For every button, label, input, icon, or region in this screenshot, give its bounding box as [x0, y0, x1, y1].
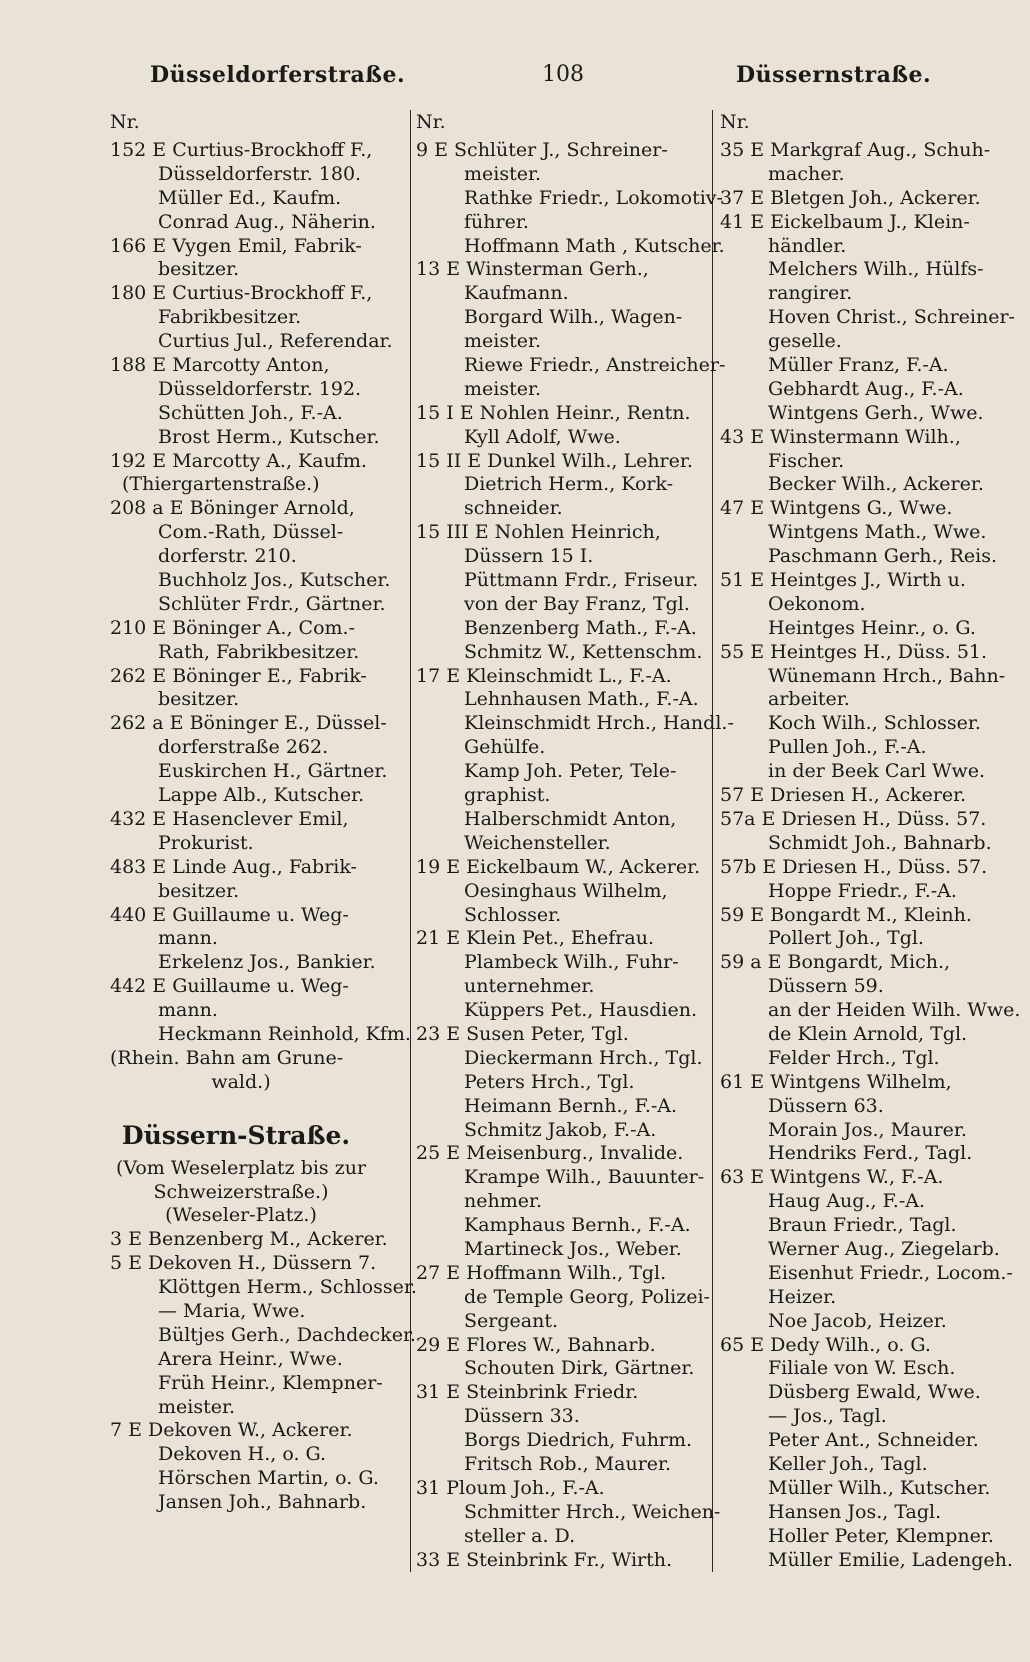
directory-line: Früh Heinr., Klempner- [158, 1371, 383, 1394]
page-number: 108 [542, 62, 584, 87]
directory-line: Lappe Alb., Kutscher. [158, 784, 365, 807]
directory-line: 29 E Flores W., Bahnarb. [416, 1333, 656, 1356]
directory-line: 208 a E Böninger Arnold, [110, 497, 355, 520]
directory-line: 262 E Böninger E., Fabrik- [110, 664, 367, 687]
directory-line: Schmitter Hrch., Weichen- [464, 1500, 721, 1523]
directory-line: besitzer. [158, 688, 240, 711]
directory-line: Müller Emilie, Ladengeh. [768, 1548, 1013, 1571]
directory-line: Becker Wilh., Ackerer. [768, 473, 984, 496]
directory-line: Erkelenz Jos., Bankier. [158, 951, 376, 974]
directory-line: 262 a E Böninger E., Düssel- [110, 712, 387, 735]
directory-line: Hörschen Martin, o. G. [158, 1467, 379, 1490]
directory-line: Benzenberg Math., F.-A. [464, 616, 697, 639]
directory-line: macher. [768, 162, 845, 185]
directory-line: nehmer. [464, 1190, 543, 1213]
directory-line: Keller Joh., Tagl. [768, 1452, 928, 1475]
directory-line: Werner Aug., Ziegelarb. [768, 1237, 1000, 1260]
directory-line: Heizer. [768, 1285, 837, 1308]
directory-line: Rathke Friedr., Lokomotiv- [464, 186, 723, 209]
directory-line: 192 E Marcotty A., Kaufm. [110, 449, 367, 472]
directory-line: in der Beek Carl Wwe. [768, 760, 986, 783]
directory-line: (Weseler-Platz.) [165, 1204, 317, 1227]
directory-line: 57b E Driesen H., Düss. 57. [720, 855, 988, 878]
directory-line: (Vom Weselerplatz bis zur [115, 1156, 367, 1179]
nr-label: Nr. [416, 111, 446, 133]
column-divider [410, 110, 411, 1572]
entry-list [416, 139, 734, 1572]
directory-line: Schlosser. [464, 903, 562, 926]
directory-line: Koch Wilh., Schlosser. [768, 712, 981, 735]
directory-line: 21 E Klein Pet., Ehefrau. [416, 927, 654, 950]
directory-line: Buchholz Jos., Kutscher. [158, 569, 391, 592]
directory-line: Düssern 15 I. [464, 545, 594, 568]
directory-line: 33 E Steinbrink Fr., Wirth. [416, 1548, 673, 1571]
directory-line: 65 E Dedy Wilh., o. G. [720, 1333, 931, 1356]
directory-line: Dietrich Herm., Kork- [464, 473, 674, 496]
directory-line: Fabrikbesitzer. [158, 306, 302, 329]
directory-line: Schlüter Frdr., Gärtner. [158, 592, 386, 615]
directory-line: 27 E Hoffmann Wilh., Tgl. [416, 1261, 667, 1284]
directory-line: 3 E Benzenberg M., Ackerer. [110, 1228, 388, 1251]
directory-line: 9 E Schlüter J., Schreiner- [416, 139, 668, 161]
directory-line: Borgard Wilh., Wagen- [464, 306, 683, 329]
directory-line: Müller Franz, F.-A. [768, 354, 949, 377]
directory-line: geselle. [768, 330, 842, 353]
directory-line: von der Bay Franz, Tgl. [464, 592, 690, 615]
directory-line: Hoven Christ., Schreiner- [768, 306, 1015, 329]
directory-line: 15 III E Nohlen Heinrich, [416, 521, 661, 544]
directory-line: 35 E Markgraf Aug., Schuh- [720, 139, 991, 161]
directory-line: unternehmer. [464, 975, 595, 998]
header-street-right: Düssernstraße. [736, 62, 932, 88]
directory-line: Hansen Jos., Tagl. [768, 1500, 942, 1523]
directory-line: Com.-Rath, Düssel- [158, 521, 344, 544]
directory-line: Morain Jos., Maurer. [768, 1118, 967, 1141]
directory-line: 59 a E Bongardt, Mich., [720, 951, 951, 974]
directory-line: Düssern 33. [464, 1405, 580, 1428]
directory-line: 37 E Bletgen Joh., Ackerer. [720, 186, 981, 209]
directory-line: Schmidt Joh., Bahnarb. [768, 831, 992, 854]
directory-line: (Rhein. Bahn am Grune- [110, 1046, 344, 1069]
directory-line: an der Heiden Wilh. Wwe. [768, 999, 1021, 1022]
directory-line: 31 Ploum Joh., F.-A. [416, 1476, 605, 1499]
directory-line: Braun Friedr., Tagl. [768, 1214, 957, 1237]
directory-line: schneider. [464, 497, 563, 520]
directory-column-2 [416, 108, 734, 1572]
directory-line: Düsseldorferstr. 180. [158, 162, 362, 185]
section-heading: Düssern-Straße. [121, 1120, 351, 1150]
directory-line: Eisenhut Friedr., Locom.- [768, 1261, 1013, 1284]
directory-line: Wintgens Gerh., Wwe. [768, 401, 984, 424]
directory-line: Brost Herm., Kutscher. [158, 425, 380, 448]
directory-line: Heintges Heinr., o. G. [768, 616, 976, 639]
directory-line: Hendriks Ferd., Tagl. [768, 1142, 973, 1165]
directory-line: 41 E Eickelbaum J., Klein- [720, 210, 970, 233]
directory-line: Schmitz Jakob, F.-A. [464, 1118, 657, 1141]
directory-line: Felder Hrch., Tgl. [768, 1046, 940, 1069]
directory-line: 17 E Kleinschmidt L., F.-A. [416, 664, 672, 687]
directory-line: 15 I E Nohlen Heinr., Rentn. [416, 401, 691, 424]
directory-line: graphist. [464, 784, 551, 807]
directory-line: Noe Jacob, Heizer. [768, 1309, 947, 1332]
directory-line: Dekoven H., o. G. [158, 1443, 327, 1466]
directory-line: führer. [464, 210, 529, 233]
directory-line: steller a. D. [464, 1524, 576, 1547]
directory-line: 59 E Bongardt M., Kleinh. [720, 903, 972, 926]
directory-line: mann. [158, 999, 218, 1022]
directory-line: Hoppe Friedr., F.-A. [768, 879, 957, 902]
directory-line: arbeiter. [768, 688, 850, 711]
directory-line: Sergeant. [464, 1309, 558, 1332]
directory-line: Schouten Dirk, Gärtner. [464, 1357, 695, 1380]
directory-line: Küppers Pet., Hausdien. [464, 999, 698, 1022]
directory-line: Jansen Joh., Bahnarb. [158, 1491, 367, 1514]
nr-label: Nr. [110, 111, 140, 133]
directory-line: 31 E Steinbrink Friedr. [416, 1381, 639, 1404]
directory-line: Rath, Fabrikbesitzer. [158, 640, 360, 663]
directory-line: meister. [464, 330, 542, 353]
directory-line: — Jos., Tagl. [768, 1405, 887, 1428]
directory-line: Euskirchen H., Gärtner. [158, 760, 388, 783]
directory-line: 188 E Marcotty Anton, [110, 354, 330, 377]
directory-line: 43 E Winstermann Wilh., [720, 425, 961, 448]
directory-line: 7 E Dekoven W., Ackerer. [110, 1419, 353, 1442]
directory-line: besitzer. [158, 258, 240, 281]
entry-list [720, 139, 1021, 1572]
directory-line: 47 E Wintgens G., Wwe. [720, 497, 953, 520]
directory-line: Schütten Joh., F.-A. [158, 401, 343, 424]
directory-line: Klöttgen Herm., Schlosser. [158, 1276, 417, 1299]
directory-line: Halberschmidt Anton, [464, 807, 677, 830]
directory-line: 440 E Guillaume u. Weg- [110, 903, 349, 926]
directory-line: 61 E Wintgens Wilhelm, [720, 1070, 952, 1093]
directory-line: Hoffmann Math , Kutscher. [464, 234, 725, 257]
directory-line: wald.) [211, 1070, 271, 1093]
directory-line: rangirer. [768, 282, 853, 305]
directory-line: Bültjes Gerh., Dachdecker. [158, 1323, 416, 1346]
directory-line: Heckmann Reinhold, Kfm. [158, 1022, 411, 1045]
directory-line: 55 E Heintges H., Düss. 51. [720, 640, 988, 663]
directory-line: Kamp Joh. Peter, Tele- [464, 760, 677, 783]
directory-line: Weichensteller. [464, 831, 611, 854]
directory-line: Heimann Bernh., F.-A. [464, 1094, 678, 1117]
directory-line: Düsseldorferstr. 192. [158, 377, 362, 400]
directory-line: Schmitz W., Kettenschm. [464, 640, 703, 663]
directory-line: Paschmann Gerh., Reis. [768, 545, 998, 568]
directory-line: 5 E Dekoven H., Düssern 7. [110, 1252, 377, 1275]
directory-line: Fischer. [768, 449, 845, 472]
directory-line: (Thiergartenstraße.) [122, 473, 320, 496]
directory-line: 63 E Wintgens W., F.-A. [720, 1166, 944, 1189]
directory-line: 25 E Meisenburg., Invalide. [416, 1142, 684, 1165]
directory-line: Kyll Adolf, Wwe. [464, 425, 621, 448]
directory-line: Arera Heinr., Wwe. [158, 1347, 343, 1370]
directory-line: Püttmann Frdr., Friseur. [464, 569, 699, 592]
directory-line: Prokurist. [158, 831, 254, 854]
directory-line: 13 E Winsterman Gerh., [416, 258, 649, 281]
directory-line: Kamphaus Bernh., F.-A. [464, 1214, 691, 1237]
directory-line: Borgs Diedrich, Fuhrm. [464, 1429, 693, 1452]
directory-line: — Maria, Wwe. [158, 1299, 306, 1322]
directory-line: Riewe Friedr., Anstreicher- [464, 354, 726, 377]
directory-line: Conrad Aug., Näherin. [158, 210, 376, 233]
directory-line: Gebhardt Aug., F.-A. [768, 377, 964, 400]
directory-line: 483 E Linde Aug., Fabrik- [110, 855, 357, 878]
directory-line: 210 E Böninger A., Com.- [110, 616, 355, 639]
directory-line: 442 E Guillaume u. Weg- [110, 975, 349, 998]
directory-line: de Klein Arnold, Tgl. [768, 1022, 968, 1045]
directory-line: 51 E Heintges J., Wirth u. [720, 569, 966, 592]
directory-line: händler. [768, 234, 847, 257]
directory-line: Wintgens Math., Wwe. [768, 521, 987, 544]
directory-line: 166 E Vygen Emil, Fabrik- [110, 234, 362, 257]
directory-line: Haug Aug., F.-A. [768, 1190, 926, 1213]
nr-label: Nr. [720, 111, 750, 133]
directory-line: Müller Wilh., Kutscher. [768, 1476, 991, 1499]
directory-line: Martineck Jos., Weber. [464, 1237, 682, 1260]
directory-line: Curtius Jul., Referendar. [158, 330, 393, 353]
directory-line: Pullen Joh., F.-A. [768, 736, 927, 759]
directory-line: meister. [464, 162, 542, 185]
directory-line: 432 E Hasenclever Emil, [110, 807, 349, 830]
directory-line: Düsberg Ewald, Wwe. [768, 1381, 981, 1404]
directory-line: Düssern 59. [768, 975, 884, 998]
directory-line: Kaufmann. [464, 282, 569, 305]
directory-line: meister. [158, 1395, 236, 1418]
directory-line: 152 E Curtius-Brockhoff F., [110, 139, 373, 161]
directory-line: 19 E Eickelbaum W., Ackerer. [416, 855, 701, 878]
directory-line: Filiale von W. Esch. [768, 1357, 956, 1380]
directory-line: Krampe Wilh., Bauunter- [464, 1166, 705, 1189]
directory-line: Oekonom. [768, 592, 866, 615]
directory-column-1 [110, 108, 417, 1515]
directory-line: Peter Ant., Schneider. [768, 1429, 979, 1452]
directory-line: Kleinschmidt Hrch., Handl.- [464, 712, 734, 735]
directory-line: meister. [464, 377, 542, 400]
directory-line: 15 II E Dunkel Wilh., Lehrer. [416, 449, 693, 472]
directory-line: Düssern 63. [768, 1094, 884, 1117]
directory-line: Pollert Joh., Tgl. [768, 927, 924, 950]
directory-line: 57a E Driesen H., Düss. 57. [720, 807, 987, 830]
page-header [0, 62, 1030, 102]
directory-line: Fritsch Rob., Maurer. [464, 1452, 672, 1475]
directory-line: Plambeck Wilh., Fuhr- [464, 951, 679, 974]
entry-list [110, 139, 417, 1515]
directory-line: Gehülfe. [464, 736, 546, 759]
directory-line: 57 E Driesen H., Ackerer. [720, 784, 967, 807]
directory-column-3 [720, 108, 1021, 1572]
directory-line: Dieckermann Hrch., Tgl. [464, 1046, 703, 1069]
directory-line: 180 E Curtius-Brockhoff F., [110, 282, 373, 305]
directory-line: Lehnhausen Math., F.-A. [464, 688, 699, 711]
directory-line: mann. [158, 927, 218, 950]
directory-line: dorferstraße 262. [158, 736, 329, 759]
directory-line: Schweizerstraße.) [153, 1180, 329, 1203]
directory-line: Wünemann Hrch., Bahn- [768, 664, 1006, 687]
directory-line: Melchers Wilh., Hülfs- [768, 258, 984, 281]
directory-line: de Temple Georg, Polizei- [464, 1285, 710, 1308]
directory-line: Holler Peter, Klempner. [768, 1524, 994, 1547]
directory-line: dorferstr. 210. [158, 545, 297, 568]
header-street-left: Düsseldorferstraße. [150, 62, 406, 88]
directory-line: 23 E Susen Peter, Tgl. [416, 1022, 629, 1045]
directory-line: Oesinghaus Wilhelm, [464, 879, 668, 902]
directory-line: Peters Hrch., Tgl. [464, 1070, 635, 1093]
directory-line: besitzer. [158, 879, 240, 902]
column-divider [712, 110, 713, 1572]
directory-line: Müller Ed., Kaufm. [158, 186, 342, 209]
